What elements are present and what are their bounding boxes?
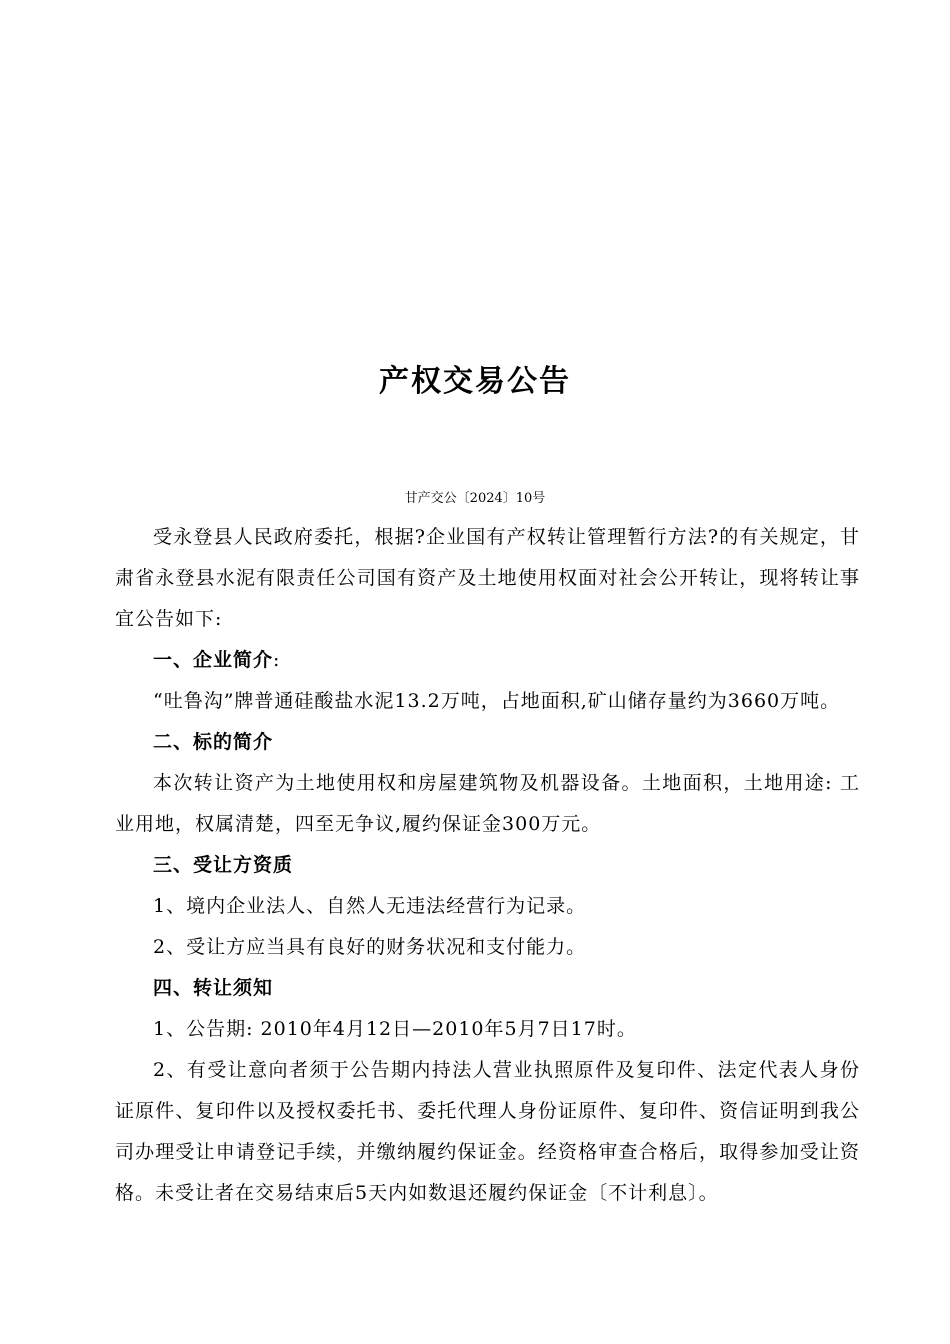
- section-heading-company: [115, 640, 860, 681]
- notice-item-1: 1、公告期: 2010年4月12日—2010年5月7日17时。: [153, 1018, 637, 1040]
- section-heading-target: 二、标的简介: [153, 731, 274, 753]
- page-title: 产权交易公告: [379, 364, 571, 399]
- section-heading-qualification: 三、受让方资质: [153, 854, 294, 876]
- notice-item-2: 2、有受让意向者须于公告期内持法人营业执照原件及复印件、法定代表人身份证原件、复印件以及授权委托书、委托代理人身份证原件、复印件、资信证明到我公司办理受让申请登记手续，并缴纳履约保证金。经资格审查合格后，取得参加受让资格。未受让者在交易结束后5天内如数退还履约保证金〔不计利息〕。: [115, 1059, 860, 1204]
- qualification-item-2: 2、受让方应当具有良好的财务状况和支付能力。: [153, 936, 587, 958]
- document-number: 甘产交公〔2024〕10号: [404, 491, 546, 506]
- section-target-text: 本次转让资产为土地使用权和房屋建筑物及机器设备。土地面积，土地用途: 工业用地，权属清楚，四至无争议,履约保证金300万元。: [115, 772, 860, 835]
- section-heading-company-suffix: :: [273, 649, 281, 671]
- intro-paragraph: 受永登县人民政府委托，根据?企业国有产权转让管理暂行方法?的有关规定，甘肃省永登县水泥有限责任公司国有资产及土地使用权面对社会公开转让，现将转让事宜公告如下:: [115, 526, 860, 630]
- qualification-item-1: 1、境内企业法人、自然人无违法经营行为记录。: [153, 895, 587, 917]
- section-heading-notice: 四、转让须知: [153, 977, 274, 999]
- document-body: [115, 517, 860, 1214]
- section-heading-company-label: 一、企业简介: [153, 649, 274, 671]
- section-company-text: “吐鲁沟”牌普通硅酸盐水泥13.2万吨，占地面积,矿山储存量约为3660万吨。: [153, 690, 841, 712]
